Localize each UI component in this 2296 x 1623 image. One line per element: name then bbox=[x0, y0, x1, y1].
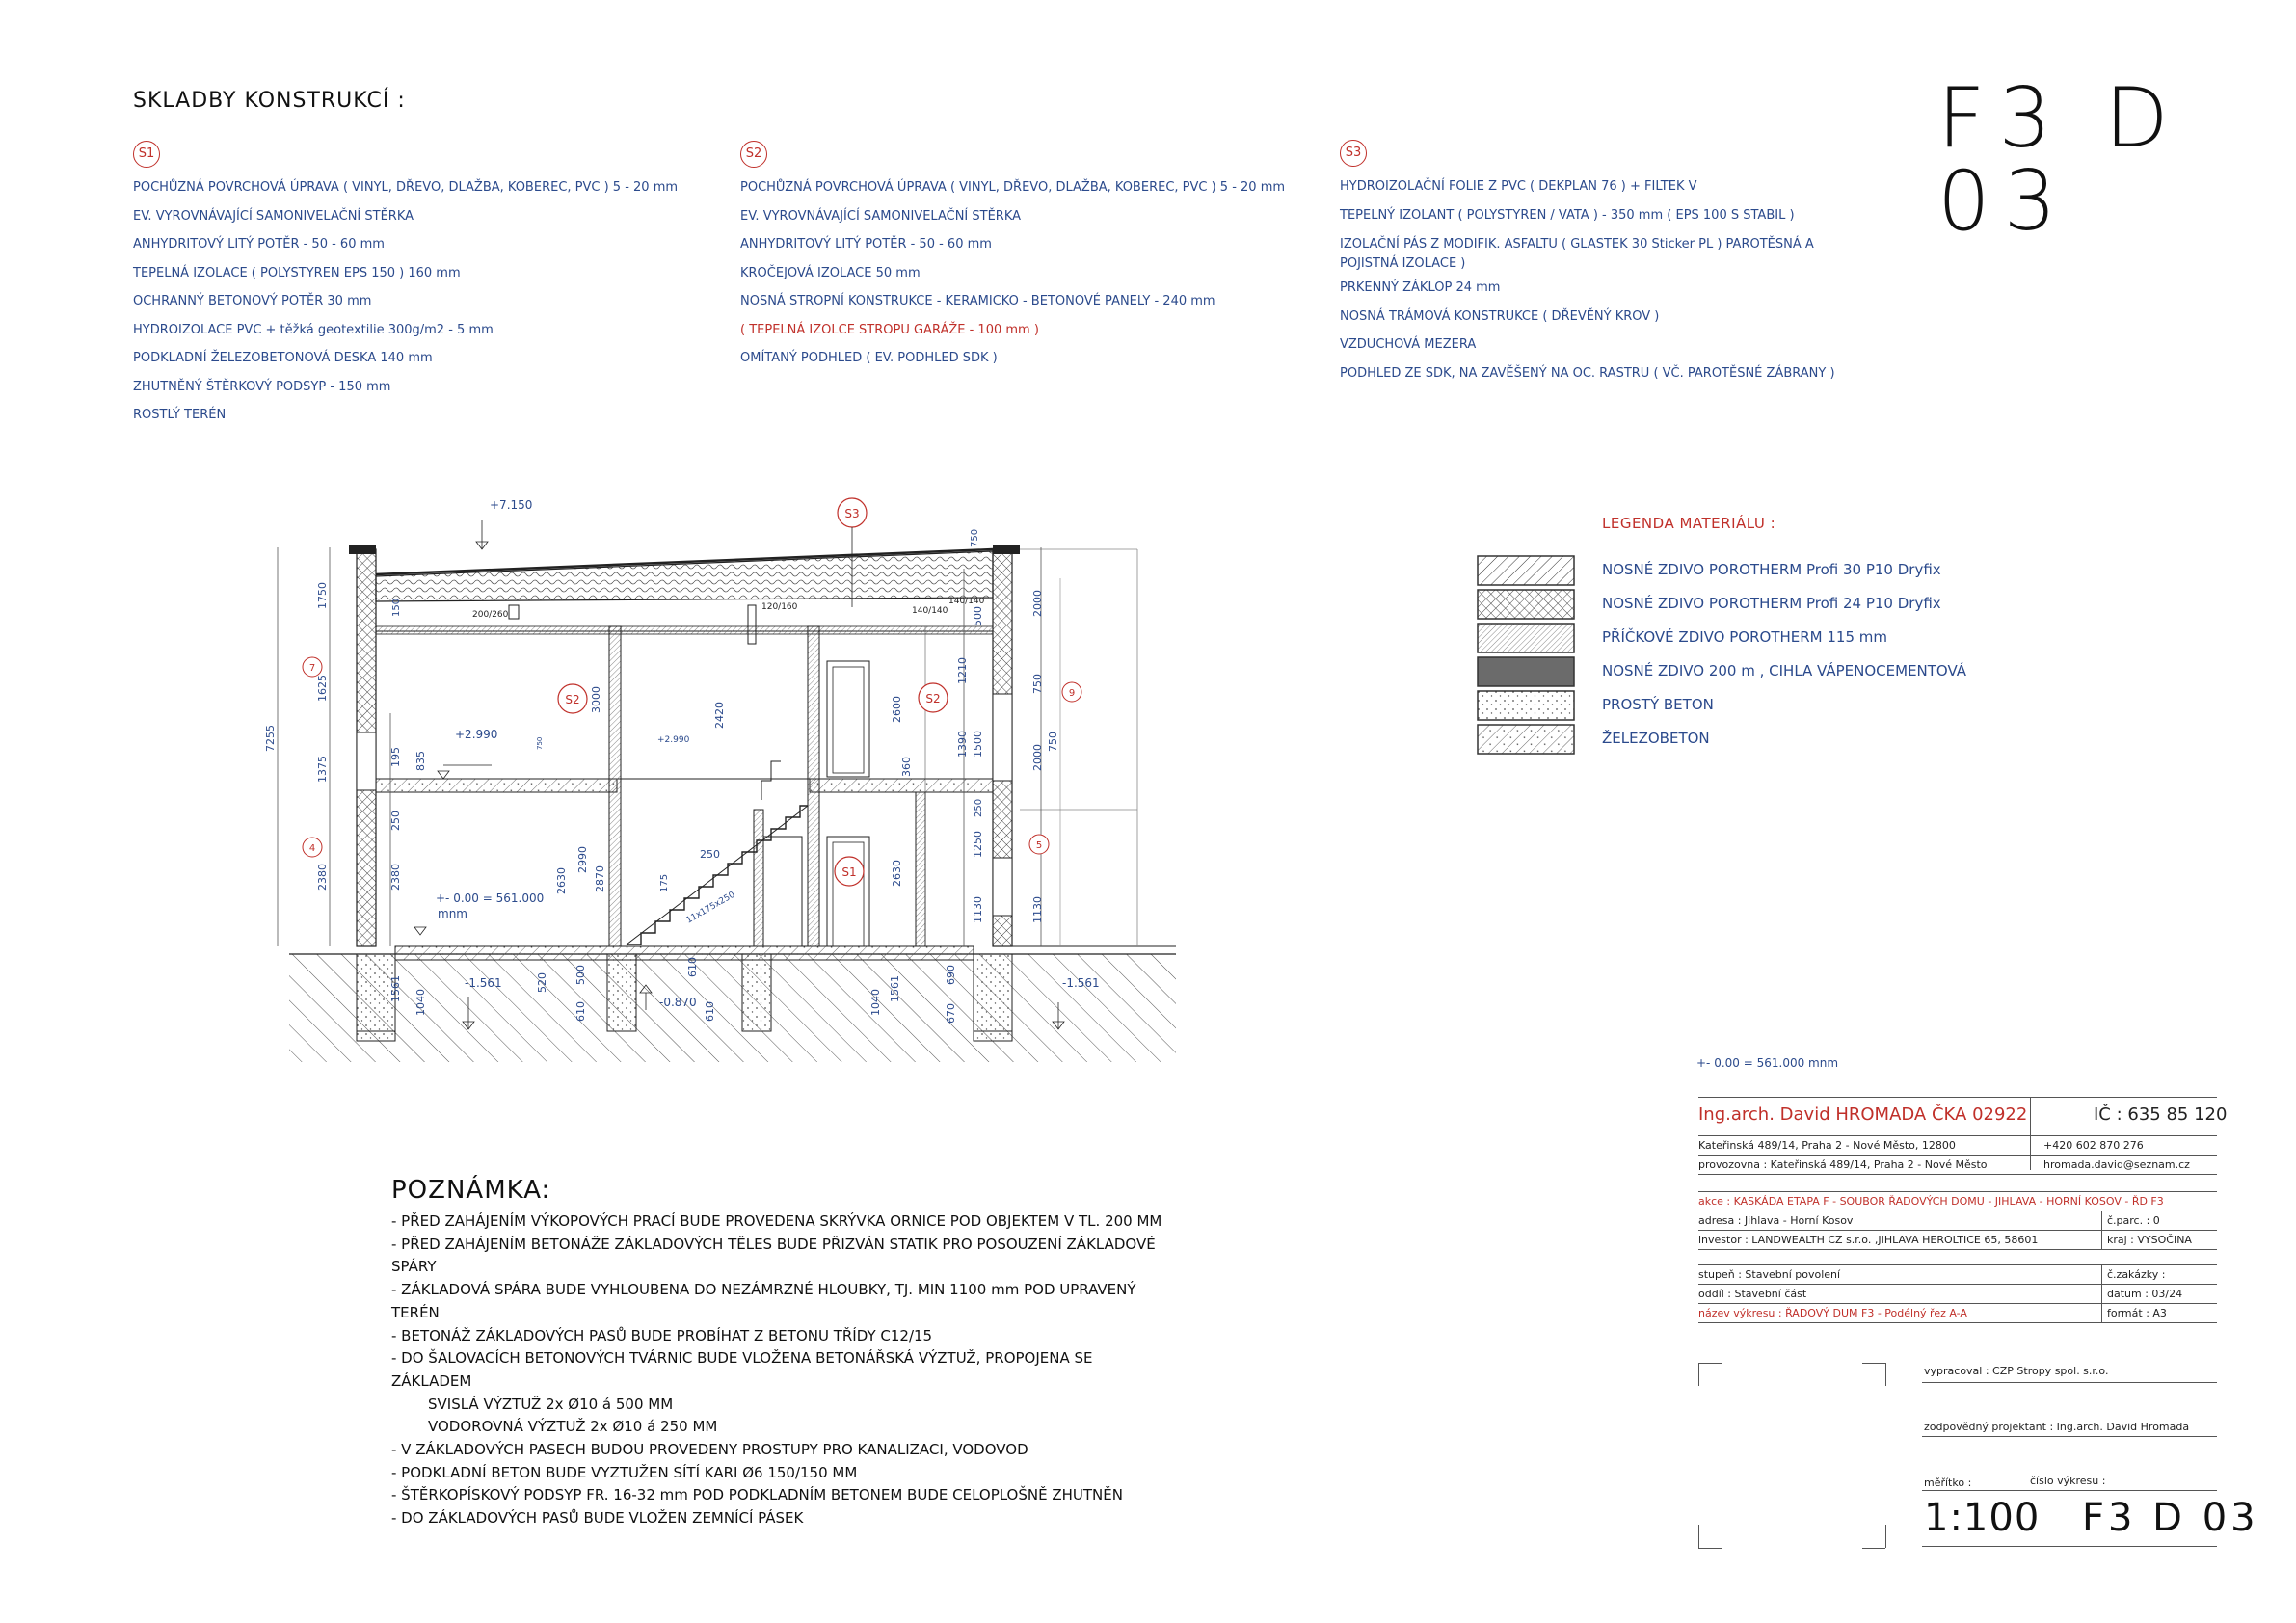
s1-row: POCHŮZNÁ POVRCHOVÁ ÚPRAVA ( VINYL, DŘEVO, DLAŽBA, KOBEREC, PVC ) 5 - 20 mm bbox=[133, 180, 679, 195]
dim: 2990 bbox=[576, 846, 589, 873]
note-line: - PODKLADNÍ BETON BUDE VYZTUŽEN SÍTÍ KARI Ø6 150/150 MM bbox=[391, 1463, 858, 1481]
responsible-designer: zodpovědný projektant : Ing.arch. David Hromada bbox=[1924, 1421, 2190, 1433]
dim: 140/140 bbox=[912, 606, 948, 616]
legend-item bbox=[1477, 656, 2248, 689]
dim: 175 bbox=[659, 873, 670, 892]
note-line: ZÁKLADEM bbox=[391, 1371, 472, 1390]
door bbox=[827, 837, 869, 946]
scale-value: 1:100 bbox=[1924, 1496, 2041, 1540]
axis-marker: 5 bbox=[1035, 840, 1043, 851]
dim: 690 bbox=[945, 965, 957, 985]
drawing-name: název výkresu : ŘADOVÝ DUM F3 - Podélný řez A-A bbox=[1698, 1307, 1967, 1319]
dim: 250 bbox=[700, 848, 720, 861]
footing bbox=[742, 954, 771, 1031]
stair-dim: 11x175x250 bbox=[684, 890, 737, 926]
level-terrain-right: -1.561 bbox=[1062, 976, 1100, 990]
note-line: - PŘED ZAHÁJENÍM BETONÁŽE ZÁKLADOVÝCH TĚLES BUDE PŘIZVÁN STATIK PRO POSOUZENÍ ZÁKLADOVÉ bbox=[391, 1235, 1156, 1253]
dim: 500 bbox=[972, 606, 984, 626]
legend-label: ŽELEZOBETON bbox=[1602, 730, 1710, 747]
level-roof: +7.150 bbox=[490, 498, 533, 512]
level-upper-stair: +2.990 bbox=[657, 735, 690, 745]
dim: 1561 bbox=[889, 975, 901, 1002]
dim: 835 bbox=[414, 751, 427, 771]
s2-row-red: ( TEPELNÁ IZOLCE STROPU GARÁŽE - 100 mm ) bbox=[740, 322, 1039, 337]
legend-swatch-plain-concrete bbox=[1477, 690, 1575, 721]
legend-title: LEGENDA MATERIÁLU : bbox=[1602, 515, 1776, 532]
note-line-indent: VODOROVNÁ VÝZTUŽ 2x Ø10 á 250 MM bbox=[428, 1418, 718, 1436]
dim: 2630 bbox=[891, 860, 903, 887]
note-line: - ZÁKLADOVÁ SPÁRA BUDE VYHLOUBENA DO NEZÁMRZNÉ HLOUBKY, TJ. MIN 1100 mm POD UPRAVENÝ bbox=[391, 1281, 1136, 1299]
dim: 1250 bbox=[972, 831, 984, 858]
dim: 750 bbox=[1047, 732, 1059, 752]
drawing-number: F3 D 03 bbox=[2082, 1496, 2259, 1540]
skladby-title: SKLADBY KONSTRUKCÍ : bbox=[133, 89, 406, 113]
dim: 2600 bbox=[891, 696, 903, 723]
s3-row: NOSNÁ TRÁMOVÁ KONSTRUKCE ( DŘEVĚNÝ KROV ) bbox=[1340, 308, 1660, 324]
section-part: oddíl : Stavební část bbox=[1698, 1288, 1807, 1300]
note-line: SPÁRY bbox=[391, 1258, 437, 1276]
dim: 2870 bbox=[594, 865, 606, 892]
ground-slab bbox=[395, 946, 974, 960]
legend-label: NOSNÉ ZDIVO POROTHERM Profi 30 P10 Dryfix bbox=[1602, 561, 1941, 578]
legend-item bbox=[1477, 724, 2248, 757]
legend-label: PŘÍČKOVÉ ZDIVO POROTHERM 115 mm bbox=[1602, 628, 1888, 646]
order-number: č.zakázky : bbox=[2107, 1268, 2166, 1281]
region: kraj : VYSOČINA bbox=[2107, 1234, 2192, 1246]
s3-marker: S3 bbox=[1340, 140, 1367, 167]
s3-row: POJISTNÁ IZOLACE ) bbox=[1340, 256, 1466, 271]
dim: 150 bbox=[391, 598, 402, 617]
roof-insulation bbox=[376, 551, 993, 601]
note-line: - ŠTĚRKOPÍSKOVÝ PODSYP FR. 16-32 mm POD PODKLADNÍM BETONEM BUDE CELOPLOŠNĚ ZHUTNĚN bbox=[391, 1486, 1123, 1504]
reference-level-note: +- 0.00 = 561.000 mnm bbox=[1696, 1056, 1839, 1070]
dim: 520 bbox=[536, 972, 548, 993]
legend-swatch-lime-brick bbox=[1477, 656, 1575, 687]
level-terrain: -1.561 bbox=[465, 976, 502, 990]
s3-row: PODHLED ZE SDK, NA ZAVĚŠENÝ NA OC. RASTRU ( VČ. PAROTĚSNÉ ZÁBRANY ) bbox=[1340, 365, 1835, 381]
legend-item bbox=[1477, 589, 2248, 622]
dim: 750 bbox=[536, 736, 544, 750]
dim: 1040 bbox=[869, 989, 882, 1016]
parcel-number: č.parc. : 0 bbox=[2107, 1214, 2160, 1227]
dim: 610 bbox=[686, 957, 699, 977]
upper-slab-right bbox=[810, 779, 993, 792]
dim: 670 bbox=[945, 1003, 957, 1024]
project-stage: stupeň : Stavební povolení bbox=[1698, 1268, 1841, 1281]
dim: 250 bbox=[389, 811, 402, 831]
s1-row: ANHYDRITOVÝ LITÝ POTĚR - 50 - 60 mm bbox=[133, 237, 385, 252]
dim: 2380 bbox=[316, 864, 329, 891]
interior-wall bbox=[609, 626, 621, 946]
prepared-by: vypracoval : CZP Stropy spol. s.r.o. bbox=[1924, 1365, 2109, 1377]
dim: 2000 bbox=[1031, 590, 1044, 617]
dim: 1040 bbox=[414, 989, 427, 1016]
section-marker-s2-label: S2 bbox=[925, 692, 941, 705]
level-ground: +- 0.00 = 561.000 bbox=[436, 891, 545, 905]
level-upper: +2.990 bbox=[455, 728, 498, 741]
drawing-date: datum : 03/24 bbox=[2107, 1288, 2183, 1300]
sheet-code: F3 D 03 bbox=[1937, 70, 2182, 250]
footing bbox=[974, 954, 1012, 1031]
dim: 2380 bbox=[389, 864, 402, 891]
s2-row: POCHŮZNÁ POVRCHOVÁ ÚPRAVA ( VINYL, DŘEVO, DLAŽBA, KOBEREC, PVC ) 5 - 20 mm bbox=[740, 180, 1286, 195]
dim: 1500 bbox=[972, 731, 984, 758]
s3-row: IZOLAČNÍ PÁS Z MODIFIK. ASFALTU ( GLASTEK 30 Sticker PL ) PAROTĚSNÁ A bbox=[1340, 237, 1814, 252]
dim: 750 bbox=[1031, 674, 1044, 694]
dim: 2630 bbox=[555, 867, 568, 894]
legend-label: NOSNÉ ZDIVO POROTHERM Profi 24 P10 Dryfix bbox=[1602, 595, 1941, 612]
note-line: TERÉN bbox=[391, 1303, 440, 1321]
dim: 1375 bbox=[316, 756, 329, 783]
investor: investor : LANDWEALTH CZ s.r.o. ,JIHLAVA HEROLTICE 65, 58601 bbox=[1698, 1234, 2039, 1246]
s2-marker: S2 bbox=[740, 141, 767, 168]
dim: 360 bbox=[900, 757, 913, 777]
notes-title: POZNÁMKA: bbox=[391, 1176, 551, 1205]
dim: 1561 bbox=[389, 975, 402, 1002]
architect-name: Ing.arch. David HROMADA ČKA 02922 bbox=[1698, 1104, 2028, 1125]
note-line: - DO ZÁKLADOVÝCH PASŮ BUDE VLOŽEN ZEMNÍCÍ PÁSEK bbox=[391, 1509, 804, 1528]
architect-office: provozovna : Kateřinská 489/14, Praha 2 - Nové Město bbox=[1698, 1158, 1988, 1171]
door bbox=[827, 661, 869, 777]
dim: 120/160 bbox=[761, 602, 798, 612]
section-marker-s1-label: S1 bbox=[841, 865, 857, 879]
dim: 250 bbox=[974, 798, 984, 817]
scale-label: měřítko : bbox=[1924, 1477, 1972, 1489]
dim: 610 bbox=[704, 1001, 716, 1022]
dim: 1750 bbox=[316, 582, 329, 609]
s1-row: HYDROIZOLACE PVC + těžká geotextilie 300g/m2 - 5 mm bbox=[133, 322, 494, 337]
architect-address: Kateřinská 489/14, Praha 2 - Nové Město, 12800 bbox=[1698, 1139, 1956, 1152]
s3-row: VZDUCHOVÁ MEZERA bbox=[1340, 337, 1477, 352]
legend-swatch-partition bbox=[1477, 623, 1575, 653]
architect-ic: IČ : 635 85 120 bbox=[2094, 1104, 2228, 1125]
s2-row: KROČEJOVÁ IZOLACE 50 mm bbox=[740, 265, 921, 280]
axis-marker: 7 bbox=[308, 663, 316, 674]
architect-email: hromada.david@seznam.cz bbox=[2043, 1158, 2190, 1171]
s2-row: OMÍTANÝ PODHLED ( EV. PODHLED SDK ) bbox=[740, 351, 998, 365]
section-marker-s3-label: S3 bbox=[844, 507, 860, 520]
s2-row: NOSNÁ STROPNÍ KONSTRUKCE - KERAMICKO - BETONOVÉ PANELY - 240 mm bbox=[740, 294, 1215, 308]
level-pit: -0.870 bbox=[659, 996, 697, 1009]
drawing-format: formát : A3 bbox=[2107, 1307, 2167, 1319]
s1-row: PODKLADNÍ ŽELEZOBETONOVÁ DESKA 140 mm bbox=[133, 351, 433, 365]
note-line: - BETONÁŽ ZÁKLADOVÝCH PASŮ BUDE PROBÍHAT Z BETONU TŘÍDY C12/15 bbox=[391, 1326, 933, 1344]
note-line: - PŘED ZAHÁJENÍM VÝKOPOVÝCH PRACÍ BUDE PROVEDENA SKRÝVKA ORNICE POD OBJEKTEM V TL. 200 MM bbox=[391, 1212, 1162, 1230]
s3-row: PRKENNÝ ZÁKLOP 24 mm bbox=[1340, 280, 1501, 295]
axis-marker: 9 bbox=[1068, 688, 1076, 699]
dim: 750 bbox=[970, 528, 980, 547]
notes-body bbox=[391, 1211, 1161, 1530]
architect-phone: +420 602 870 276 bbox=[2043, 1139, 2144, 1152]
project-address: adresa : Jihlava - Horní Kosov bbox=[1698, 1214, 1854, 1227]
dim-total: 7255 bbox=[264, 725, 277, 752]
s1-row: ROSTLÝ TERÉN bbox=[133, 408, 227, 422]
s1-marker: S1 bbox=[133, 141, 160, 168]
dim: 3000 bbox=[590, 686, 602, 713]
legend-label: NOSNÉ ZDIVO 200 m , CIHLA VÁPENOCEMENTOVÁ bbox=[1602, 662, 1967, 679]
note-line: - V ZÁKLADOVÝCH PASECH BUDOU PROVEDENY PROSTUPY PRO KANALIZACI, VODOVOD bbox=[391, 1441, 1028, 1459]
drawing-number-label: číslo výkresu : bbox=[2030, 1475, 2106, 1487]
dim: 1625 bbox=[316, 675, 329, 702]
dim: 2420 bbox=[713, 702, 726, 729]
legend-swatch-porotherm30 bbox=[1477, 555, 1575, 586]
legend-item bbox=[1477, 690, 2248, 723]
section-marker-s2-label: S2 bbox=[565, 693, 580, 706]
legend-label: PROSTÝ BETON bbox=[1602, 696, 1714, 713]
legend-item bbox=[1477, 555, 2248, 588]
dim: 200/260 bbox=[472, 610, 509, 620]
note-line: - DO ŠALOVACÍCH BETONOVÝCH TVÁRNIC BUDE VLOŽENA BETONÁŘSKÁ VÝZTUŽ, PROPOJENA SE bbox=[391, 1349, 1093, 1368]
dim: 1210 bbox=[956, 657, 969, 684]
dim: 500 bbox=[574, 965, 587, 985]
dim: 140/140 bbox=[948, 597, 985, 606]
note-line-indent: SVISLÁ VÝZTUŽ 2x Ø10 á 500 MM bbox=[428, 1395, 674, 1413]
s1-row: ZHUTNĚNÝ ŠTĚRKOVÝ PODSYP - 150 mm bbox=[133, 379, 391, 394]
level-ground-unit: mnm bbox=[438, 907, 467, 920]
s1-row: EV. VYROVNÁVAJÍCÍ SAMONIVELAČNÍ STĚRKA bbox=[133, 208, 414, 224]
project-name: akce : KASKÁDA ETAPA F - SOUBOR ŘADOVÝCH DOMU - JIHLAVA - HORNÍ KOSOV - ŘD F3 bbox=[1698, 1195, 2164, 1208]
legend-item bbox=[1477, 623, 2248, 655]
s2-row: EV. VYROVNÁVAJÍCÍ SAMONIVELAČNÍ STĚRKA bbox=[740, 208, 1022, 224]
legend-swatch-rc bbox=[1477, 724, 1575, 755]
dim: 1390 bbox=[956, 731, 969, 758]
s3-row: HYDROIZOLAČNÍ FOLIE Z PVC ( DEKPLAN 76 ) + FILTEK V bbox=[1340, 179, 1697, 194]
dim: 1130 bbox=[972, 896, 984, 923]
dim: 610 bbox=[574, 1001, 587, 1022]
dim: 195 bbox=[389, 747, 402, 767]
s3-row: TEPELNÝ IZOLANT ( POLYSTYREN / VATA ) - 350 mm ( EPS 100 S STABIL ) bbox=[1340, 207, 1795, 223]
dim: 1130 bbox=[1031, 896, 1044, 923]
upper-slab bbox=[376, 779, 617, 792]
s1-row: TEPELNÁ IZOLACE ( POLYSTYREN EPS 150 ) 160 mm bbox=[133, 265, 461, 280]
s2-row: ANHYDRITOVÝ LITÝ POTĚR - 50 - 60 mm bbox=[740, 237, 992, 252]
footing bbox=[607, 954, 636, 1031]
legend-swatch-porotherm24 bbox=[1477, 589, 1575, 620]
dim: 2000 bbox=[1031, 744, 1044, 771]
interior-wall bbox=[808, 626, 819, 946]
s1-row: OCHRANNÝ BETONOVÝ POTĚR 30 mm bbox=[133, 294, 372, 308]
axis-marker: 4 bbox=[308, 843, 316, 854]
